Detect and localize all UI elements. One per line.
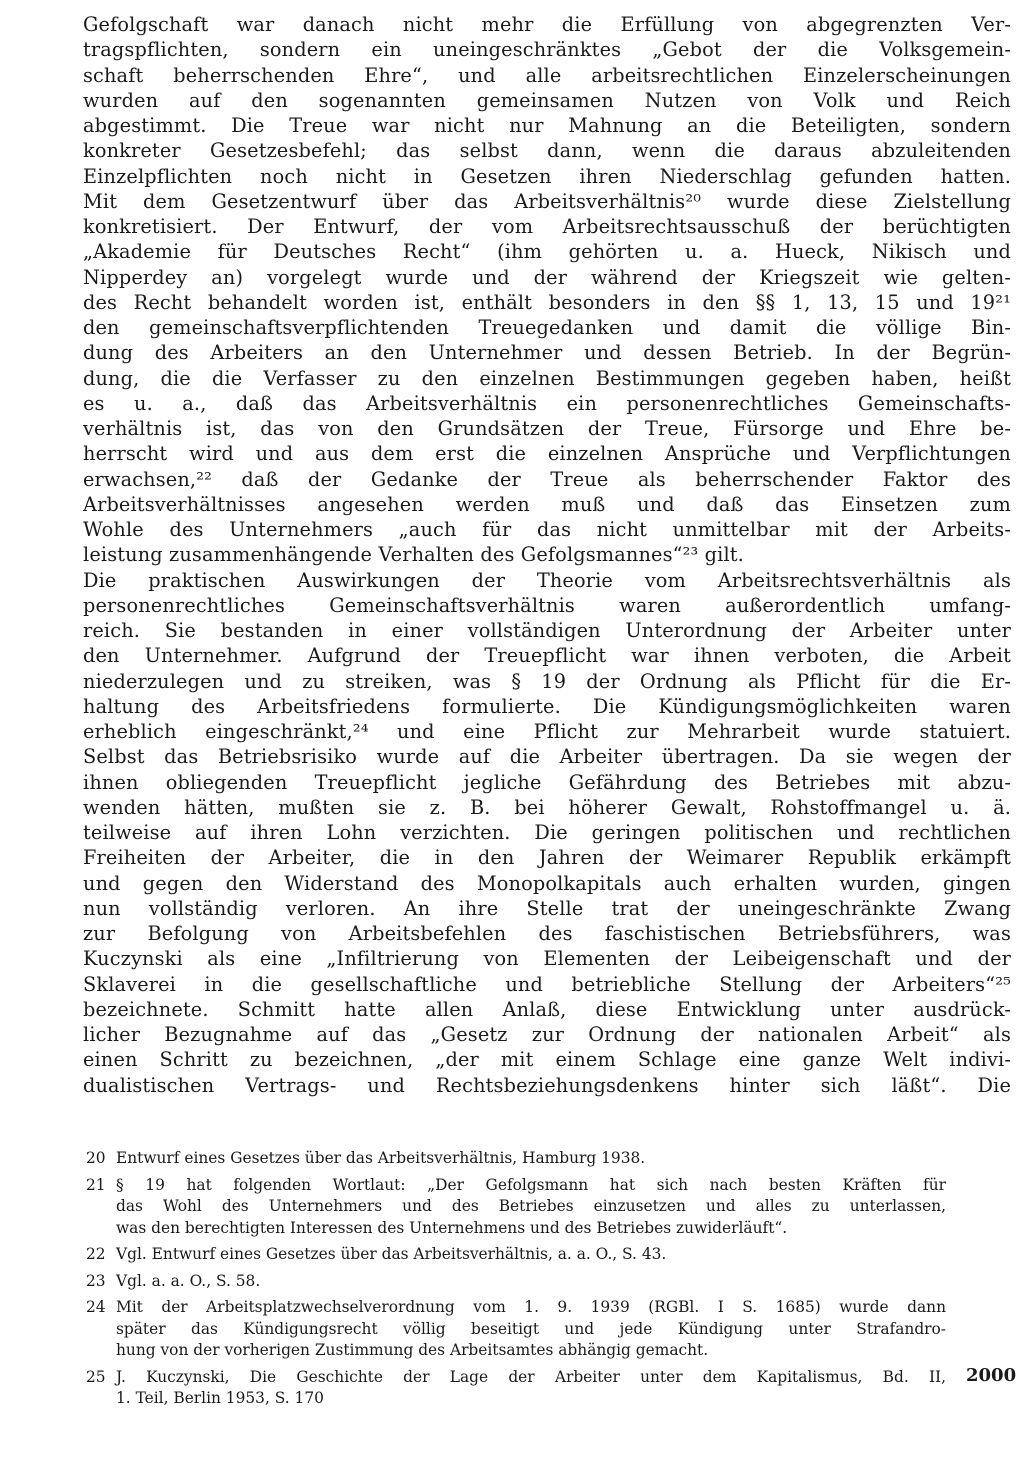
text-line: reich. Sie bestanden in einer vollständigen Unterordnung der Arbeiter unter <box>83 619 1011 642</box>
text-line: niederzulegen und zu streiken, was § 19 der Ordnung als Pflicht für die Er- <box>83 669 1011 693</box>
footnote-line: Vgl. a. a. O., S. 58. <box>116 1271 261 1290</box>
footnote-text <box>116 1297 946 1362</box>
footnote-line: Mit der Arbeitsplatzwechselverordnung vom 1. 9. 1939 (RGBl. I S. 1685) wurde dann <box>116 1298 946 1316</box>
text-line: „Akademie für Deutsches Recht“ (ihm gehörten u. a. Hueck, Nikisch und <box>83 240 1011 264</box>
footnote <box>86 1367 946 1410</box>
text-line: personenrechtliches Gemeinschaftsverhältnis waren außerordentlich umfang- <box>83 593 1011 617</box>
text-line: erwachsen,²² daß der Gedanke der Treue als beherrschender Faktor des <box>83 467 1011 491</box>
footnote-line: J. Kuczynski, Die Geschichte der Lage der Arbeiter unter dem Kapitalismus, Bd. II, <box>116 1367 946 1386</box>
text-line: einen Schritt zu bezeichnen, „der mit einem Schlage eine ganze Welt indivi- <box>83 1048 1011 1072</box>
text-line: Selbst das Betriebsrisiko wurde auf die Arbeiter übertragen. Da sie wegen der <box>83 745 1011 769</box>
footnote <box>86 1175 946 1240</box>
footnote-line: Vgl. Entwurf eines Gesetzes über das Arbeitsverhältnis, a. a. O., S. 43. <box>116 1245 667 1263</box>
footnote <box>86 1271 946 1293</box>
footnote-text <box>116 1244 946 1266</box>
text-line: Arbeitsverhältnisses angesehen werden muß und daß das Einsetzen zum <box>83 492 1011 516</box>
text-line: konkretisiert. Der Entwurf, der vom Arbeitsrechtsausschuß der berüchtigten <box>83 215 1011 238</box>
text-line: dualistischen Vertrags- und Rechtsbeziehungsdenkens hinter sich läßt“. Die <box>83 1073 1011 1097</box>
text-line: den Unternehmer. Aufgrund der Treuepflicht war ihnen verboten, die Arbeit <box>83 644 1011 668</box>
text-line: konkreter Gesetzesbefehl; das selbst dann, wenn die daraus abzuleitenden <box>83 139 1011 163</box>
footnote-text <box>116 1148 946 1170</box>
text-line: zur Befolgung von Arbeitsbefehlen des faschistischen Betriebsführers, was <box>83 922 1011 945</box>
footnote-number: 22 <box>86 1245 106 1263</box>
footnotes <box>86 1148 946 1415</box>
footnote-line: 1. Teil, Berlin 1953, S. 170 <box>116 1389 324 1407</box>
footnote <box>86 1244 946 1266</box>
text-line: nun vollständig verloren. An ihre Stelle trat der uneingeschränkte Zwang <box>83 896 1011 920</box>
footnote-line: § 19 hat folgenden Wortlaut: „Der Gefolgsmann hat sich nach besten Kräften für <box>116 1175 946 1194</box>
text-line: teilweise auf ihren Lohn verzichten. Die geringen politischen und rechtlichen <box>83 821 1011 844</box>
text-line: ihnen obliegenden Treuepflicht jegliche Gefährdung des Betriebes mit abzu- <box>83 770 1011 794</box>
footnote-number: 25 <box>86 1367 106 1386</box>
footnote-line: was den berechtigten Interessen des Unternehmens und des Betriebes zuwiderläuft“. <box>116 1218 788 1237</box>
text-line: wurden auf den sogenannten gemeinsamen Nutzen von Volk und Reich <box>83 88 1011 112</box>
footnote-text <box>116 1175 946 1240</box>
footnote-line: das Wohl des Unternehmers und des Betriebes einzusetzen und alles zu unterlassen, <box>116 1197 946 1215</box>
text-line: des Recht behandelt worden ist, enthält besonders in den §§ 1, 13, 15 und 19²¹ <box>83 290 1011 314</box>
text-line: bezeichnete. Schmitt hatte allen Anlaß, diese Entwicklung unter ausdrück- <box>83 997 1011 1021</box>
text-line: Nipperdey an) vorgelegt wurde und der während der Kriegszeit wie gelten- <box>83 265 1011 289</box>
text-line: dung des Arbeiters an den Unternehmer und dessen Betrieb. In der Begrün- <box>83 341 1011 365</box>
footnote-line: hung von der vorherigen Zustimmung des Arbeitsamtes abhängig gemacht. <box>116 1341 709 1359</box>
text-line: herrscht wird und aus dem erst die einzelnen Ansprüche und Verpflichtungen <box>83 442 1011 466</box>
body-text <box>83 12 1011 1098</box>
text-line: Die praktischen Auswirkungen der Theorie vom Arbeitsrechtsverhältnis als <box>83 568 1011 592</box>
text-line: leistung zusammenhängende Verhalten des Gefolgsmannes“²³ gilt. <box>83 543 744 567</box>
text-line: den gemeinschaftsverpflichtenden Treuegedanken und damit die völlige Bin- <box>83 316 1011 339</box>
text-line: schaft beherrschenden Ehre“, und alle arbeitsrechtlichen Einzelerscheinungen <box>83 63 1011 87</box>
footnote-number: 24 <box>86 1298 106 1316</box>
text-line: erheblich eingeschränkt,²⁴ und eine Pflicht zur Mehrarbeit wurde statuiert. <box>83 720 1011 743</box>
text-line: Freiheiten der Arbeiter, die in den Jahren der Weimarer Republik erkämpft <box>83 846 1011 870</box>
text-line: abgestimmt. Die Treue war nicht nur Mahnung an die Beteiligten, sondern <box>83 114 1011 137</box>
footnote-line: Entwurf eines Gesetzes über das Arbeitsverhältnis, Hamburg 1938. <box>116 1149 646 1167</box>
text-line: dung, die die Verfasser zu den einzelnen Bestimmungen gegeben haben, heißt <box>83 366 1011 390</box>
footnote <box>86 1297 946 1362</box>
text-line: Mit dem Gesetzentwurf über das Arbeitsverhältnis²⁰ wurde diese Zielstellung <box>83 189 1011 213</box>
text-line: Wohle des Unternehmers „auch für das nicht unmittelbar mit der Arbeits- <box>83 518 1011 541</box>
text-line: haltung des Arbeitsfriedens formulierte. Die Kündigungsmöglichkeiten waren <box>83 694 1011 718</box>
text-line: tragspflichten, sondern ein uneingeschränktes „Gebot der die Volksgemein- <box>83 38 1011 62</box>
footnote-line: später das Kündigungsrecht völlig beseitigt und jede Kündigung unter Strafandro- <box>116 1319 946 1338</box>
text-line: licher Bezugnahme auf das „Gesetz zur Ordnung der nationalen Arbeit“ als <box>83 1023 1011 1046</box>
page-number: 2000 <box>966 1365 1017 1386</box>
text-line: Einzelpflichten noch nicht in Gesetzen ihren Niederschlag gefunden hatten. <box>83 164 1011 188</box>
text-line: und gegen den Widerstand des Monopolkapitals auch erhalten wurden, gingen <box>83 871 1011 895</box>
footnote-number: 20 <box>86 1149 106 1167</box>
text-line: verhältnis ist, das von den Grundsätzen der Treue, Fürsorge und Ehre be- <box>83 417 1011 440</box>
text-line: wenden hätten, mußten sie z. B. bei höherer Gewalt, Rohstoffmangel u. ä. <box>83 795 1011 819</box>
footnote-number: 21 <box>86 1175 106 1194</box>
text-line: Sklaverei in die gesellschaftliche und betriebliche Stellung der Arbeiters“²⁵ <box>83 972 1011 996</box>
text-line: Gefolgschaft war danach nicht mehr die Erfüllung von abgegrenzten Ver- <box>83 13 1011 36</box>
footnote <box>86 1148 946 1170</box>
footnote-text <box>116 1271 946 1293</box>
footnote-number: 23 <box>86 1271 106 1290</box>
footnote-text <box>116 1367 946 1410</box>
text-line: Kuczynski als eine „Infiltrierung von Elementen der Leibeigenschaft und der <box>83 947 1011 971</box>
text-line: es u. a., daß das Arbeitsverhältnis ein personenrechtliches Gemeinschafts- <box>83 391 1011 415</box>
